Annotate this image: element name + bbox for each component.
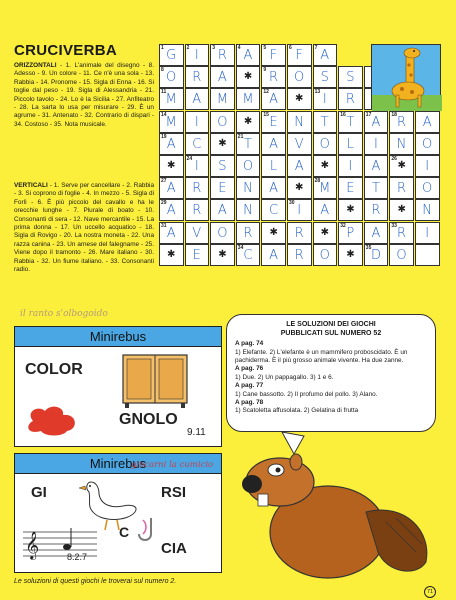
svg-text:𝄞: 𝄞 (25, 531, 40, 559)
cell-letter: A (294, 159, 304, 174)
cell-number: 2 (186, 45, 190, 51)
cell-letter: O (422, 181, 433, 197)
cell-number: 33 (391, 222, 397, 229)
rebus2-handwriting: giocarni la cumicio (131, 460, 214, 470)
cell-number: 21 (237, 133, 244, 140)
grid-cell (415, 177, 440, 199)
cell-letter: M (165, 92, 177, 108)
grid-cell (185, 111, 210, 133)
cell-letter: N (243, 181, 254, 197)
grid-cell (287, 155, 312, 177)
cell-number: 1 (161, 45, 164, 51)
cell-letter: M (216, 92, 229, 108)
black-square-marker: ✱ (320, 160, 330, 171)
grid-cell (236, 88, 261, 110)
grid-cell (287, 66, 312, 88)
grid-cell (338, 244, 363, 266)
cell-letter: A (371, 114, 381, 130)
cell-letter: R (345, 92, 356, 108)
cell-letter: I (374, 136, 379, 152)
cell-letter: N (422, 203, 433, 219)
grid-cell (313, 222, 338, 244)
grid-cell (313, 88, 338, 110)
grid-cell (287, 44, 312, 66)
cell-letter: N (396, 136, 407, 152)
cell-number: 18 (391, 111, 397, 118)
cell-letter: O (319, 247, 331, 263)
grid-cell (313, 44, 338, 66)
grid-cell (236, 111, 261, 133)
minirebus-1 (14, 326, 222, 447)
cell-letter: A (269, 136, 279, 152)
grid-cell (364, 155, 389, 177)
cell-letter: M (319, 181, 331, 197)
grid-cell (159, 222, 184, 244)
black-square-marker: ✱ (397, 160, 406, 171)
black-square-marker: ✱ (243, 115, 253, 127)
answer-text: 1) Due. 2) Un pappagallo. 3) 1 e 6. (235, 373, 334, 381)
grid-cell (313, 155, 338, 177)
black-square-marker: ✱ (295, 93, 304, 105)
grid-cell (389, 133, 414, 155)
cell-letter: V (192, 225, 202, 241)
cell-number: 28 (314, 178, 321, 185)
cell-letter: S (218, 159, 227, 174)
cell-letter: A (422, 114, 432, 130)
grid-cell (159, 66, 184, 88)
cell-letter: O (217, 225, 228, 241)
rebus1-word-top: COLOR (25, 361, 83, 378)
giraffe-illustration (371, 44, 441, 110)
cell-letter: A (166, 225, 176, 241)
grid-cell (287, 222, 312, 244)
cell-number: 30 (289, 200, 295, 207)
rebus2-letters-bottom: CIA (161, 540, 187, 557)
grid-cell (236, 133, 261, 155)
answers-title-2: PUBBLICATI SUL NUMERO 52 (280, 329, 382, 337)
grid-cell (415, 199, 440, 221)
footer-note: Le soluzioni di questi giochi le troverai sul numero 2. (14, 578, 177, 585)
grid-cell (210, 133, 235, 155)
grid-cell (261, 244, 286, 266)
vertical-text: - 1. Serve per cancellare - 2. Rabbia - 3. Si coprono di foglie - 4. In mezzo - 5. Sigla di Forlì - 6. È più piccolo del cavallo e ha le orecchie lunghe - 7. Plurale di boato - 10. Consonanti di sera - 12. Nave mercantile - 15. La prima donna - 17. Un uccello acquatico - 18. Sigla di Rovigo - 20. La nostra moneta - 22. Una razza canina - 23. Un arnese del falegname - 25. Viene dopo il tramonto - 26. Mare italiano - 30. Rabbia - 32. Un fiume italiano. - 33. Consonanti radio. (14, 182, 154, 274)
cell-letter: I (348, 159, 353, 174)
cell-number: 11 (161, 89, 167, 96)
grid-cell (185, 88, 210, 110)
black-square-marker: ✱ (346, 204, 355, 216)
grid-cell (364, 177, 389, 199)
rebus2-letter-c: C (119, 524, 130, 540)
cell-letter: A (269, 92, 279, 108)
grid-cell (389, 222, 414, 244)
grid-cell (261, 88, 286, 110)
grid-cell (236, 177, 261, 199)
grid-cell (261, 199, 286, 221)
black-square-marker: ✱ (346, 248, 355, 260)
black-square-marker: ✱ (243, 71, 253, 83)
cell-letter: O (294, 70, 305, 86)
answer-blocks (235, 340, 427, 416)
black-square-marker: ✱ (167, 248, 176, 260)
grid-cell (389, 177, 414, 199)
cell-number: 32 (340, 222, 346, 229)
cell-letter: I (425, 225, 430, 241)
grid-cell (236, 44, 261, 66)
cell-letter: O (396, 247, 407, 263)
grid-cell (338, 177, 363, 199)
answer-page-label: A pag. 77 (235, 382, 264, 390)
grid-cell (287, 88, 312, 110)
beaver-mascot (236, 432, 436, 580)
minirebus-1-title: Minirebus (15, 327, 221, 347)
cell-letter: T (371, 181, 381, 197)
cell-letter: A (320, 203, 330, 219)
answer-page-label: A pag. 78 (235, 399, 264, 407)
cell-letter: O (242, 159, 254, 174)
grid-cell (389, 155, 414, 177)
cell-number: 31 (161, 222, 167, 229)
grid-cell (185, 155, 210, 177)
cell-letter: I (322, 92, 327, 108)
cell-number: 24 (186, 156, 193, 162)
grid-cell (415, 244, 440, 266)
cell-letter: E (346, 181, 355, 197)
grid-cell (313, 66, 338, 88)
cell-letter: M (242, 92, 254, 108)
cell-letter: A (166, 181, 176, 197)
cell-number: 14 (161, 111, 167, 118)
cell-number: 26 (391, 156, 397, 162)
rebus1-handwriting: il ranto s'olbogoido (20, 309, 108, 319)
answer-page-label: A pag. 76 (235, 365, 264, 373)
cell-letter: S (346, 70, 355, 86)
cell-number: 29 (161, 200, 167, 207)
rebus1-word-bottom: GNOLO (119, 411, 178, 428)
black-square-marker: ✱ (397, 204, 406, 216)
grid-cell (415, 133, 440, 155)
answer-text: 1) Cane bassotto. 2) Il profumo del pollo. 3) Alano. (235, 390, 378, 398)
grid-cell (338, 133, 363, 155)
cell-letter: A (269, 181, 279, 197)
rebus2-letters-right: RSI (161, 484, 187, 501)
cell-number: 8 (161, 67, 164, 74)
cell-letter: A (192, 92, 202, 108)
black-square-marker: ✱ (295, 182, 304, 194)
rebus2-letters-left: GI (31, 484, 47, 501)
grid-cell (364, 133, 389, 155)
grid-cell (159, 177, 184, 199)
grid-cell (159, 199, 184, 221)
cell-letter: E (218, 181, 227, 197)
cell-letter: R (243, 225, 253, 241)
grid-cell (261, 66, 286, 88)
cell-letter: A (166, 203, 176, 219)
cell-letter: O (217, 114, 228, 130)
black-square-marker: ✱ (269, 226, 278, 238)
cell-letter: F (295, 48, 304, 63)
cell-number: 27 (161, 178, 167, 185)
answer-text: 1) Scatoletta affusolata. 2) Gelatina di frutta (235, 407, 359, 415)
cell-letter: P (346, 225, 355, 241)
cell-letter: V (294, 136, 304, 152)
grid-cell (210, 44, 235, 66)
cell-letter: F (269, 48, 278, 63)
crossword-title: CRUCIVERBA (14, 42, 118, 59)
cell-letter: M (165, 114, 177, 130)
cell-letter: A (243, 48, 253, 63)
cell-number: 13 (314, 89, 321, 96)
grid-cell (159, 88, 184, 110)
cell-number: 7 (314, 45, 318, 51)
grid-cell (287, 177, 312, 199)
grid-cell (389, 199, 414, 221)
cell-letter: A (217, 203, 227, 219)
cell-number: 9 (263, 67, 267, 74)
grid-cell (185, 44, 210, 66)
cell-letter: O (166, 70, 177, 86)
grid-cell (261, 111, 286, 133)
cell-number: 4 (237, 45, 241, 51)
grid-cell (287, 111, 312, 133)
grid-cell (338, 222, 363, 244)
cell-letter: A (320, 48, 330, 63)
grid-cell (261, 155, 286, 177)
grid-cell (287, 199, 312, 221)
grid-cell (236, 244, 261, 266)
grid-cell (287, 244, 312, 266)
cell-letter: T (346, 114, 355, 130)
grid-cell (210, 66, 235, 88)
grid-cell (338, 111, 363, 133)
grid-cell (415, 155, 440, 177)
cell-letter: L (269, 159, 278, 174)
grid-cell (287, 133, 312, 155)
grid-cell (313, 244, 338, 266)
answer-text: 1) Elefante. 2) L'elefante è un mammifero proboscidato. È un pachiderma. È il più grosso animale vivente. Ha due zanne. (235, 348, 408, 364)
hook-icon (133, 516, 163, 546)
grid-cell (159, 111, 184, 133)
cell-letter: R (217, 48, 228, 63)
cell-number: 16 (340, 111, 346, 118)
horizontal-clues (14, 62, 154, 129)
cell-letter: A (166, 136, 176, 152)
grid-cell (338, 66, 363, 88)
cell-letter: T (320, 114, 329, 130)
cell-letter: T (243, 136, 253, 152)
cell-letter: I (297, 203, 302, 219)
cell-letter: R (397, 181, 407, 197)
cell-number: 19 (161, 133, 167, 140)
cell-letter: C (243, 247, 253, 263)
minirebus-2-title: Minirebus (15, 454, 221, 474)
red-stain-icon (23, 403, 81, 437)
grid-cell (185, 199, 210, 221)
grid-cell (210, 199, 235, 221)
cell-letter: L (346, 136, 355, 152)
cell-letter: I (194, 48, 199, 63)
grid-cell (261, 222, 286, 244)
grid-cell (185, 66, 210, 88)
cell-letter: R (192, 203, 202, 219)
cell-number: 3 (212, 45, 215, 51)
answer-page-label: A pag. 74 (235, 340, 264, 348)
cell-letter: N (243, 203, 254, 219)
grid-cell (210, 155, 235, 177)
grid-cell (364, 244, 389, 266)
cell-letter: A (371, 159, 381, 174)
grid-cell (159, 155, 184, 177)
grid-cell (261, 177, 286, 199)
cell-letter: O (422, 136, 433, 152)
horizontal-text: - 1. L'animale del disegno - 8. Adesso - 9. Un colore - 11. Ce n'è una sola - 13. Rabbia - 14. Pronome - 15. Sigla di Enna - 16. Si toglie dal peso - 19. Sigla di Alessandria - 21. Piccolo tavolo - 24. Lo è la Sicilia - 27. Anfiteatro - 28. La sarta lo usa per misurare - 29. È un agrume - 31. Antenato - 32. Contrario di dispari - 34. Costoso - 35. Nota musicale. (14, 62, 154, 128)
cell-letter: R (192, 181, 202, 197)
cell-letter: R (397, 114, 407, 130)
grid-cell (313, 133, 338, 155)
vertical-label: VERTICALI (14, 182, 48, 189)
cell-letter: R (397, 225, 407, 241)
grid-cell (364, 222, 389, 244)
grid-cell (236, 66, 261, 88)
horizontal-label: ORIZZONTALI (14, 62, 57, 69)
black-square-marker: ✱ (218, 248, 227, 260)
grid-cell (313, 199, 338, 221)
grid-cell (313, 111, 338, 133)
rebus1-code: 9.11 (187, 427, 206, 438)
grid-cell (338, 88, 363, 110)
grid-cell (236, 199, 261, 221)
vertical-clues (14, 182, 154, 274)
cell-letter: R (192, 70, 202, 86)
grid-cell (185, 244, 210, 266)
cell-letter: I (194, 159, 199, 174)
cell-number: 17 (365, 111, 372, 118)
cell-number: 34 (237, 244, 244, 251)
grid-cell (338, 155, 363, 177)
grid-cell (261, 44, 286, 66)
grid-cell (236, 222, 261, 244)
cell-number: 15 (263, 111, 269, 118)
minirebus-2 (14, 453, 222, 573)
cell-letter: A (217, 70, 227, 86)
grid-cell (389, 244, 414, 266)
black-square-marker: ✱ (320, 226, 330, 238)
cell-letter: I (425, 159, 430, 174)
page-number: 71 (424, 586, 436, 598)
grid-cell (210, 177, 235, 199)
grid-cell (185, 177, 210, 199)
grid-cell (159, 44, 184, 66)
cell-letter: I (194, 114, 199, 130)
cell-letter: R (294, 247, 304, 263)
cell-letter: A (269, 247, 279, 263)
cell-number: 12 (263, 89, 269, 96)
grid-cell (261, 133, 286, 155)
answers-title-1: LE SOLUZIONI DEI GIOCHI (286, 321, 376, 328)
grid-cell (236, 155, 261, 177)
grid-cell (389, 111, 414, 133)
grid-cell (210, 88, 235, 110)
grid-cell (210, 111, 235, 133)
grid-cell (415, 222, 440, 244)
grid-cell (159, 244, 184, 266)
grid-cell (313, 177, 338, 199)
grid-cell (159, 133, 184, 155)
cell-number: 35 (365, 244, 372, 251)
cell-letter: S (320, 70, 330, 86)
cell-letter: A (371, 225, 381, 241)
cell-number: 6 (289, 45, 292, 51)
cell-letter: G (166, 48, 177, 63)
cell-letter: R (371, 203, 381, 219)
grid-cell (364, 111, 389, 133)
grid-cell (185, 222, 210, 244)
cell-letter: R (269, 70, 279, 86)
grid-cell (210, 222, 235, 244)
cell-letter: D (370, 247, 382, 263)
black-square-marker: ✱ (167, 160, 176, 171)
grid-cell (364, 199, 389, 221)
cell-letter: N (294, 114, 305, 130)
cell-letter: E (192, 247, 202, 263)
grid-cell (415, 111, 440, 133)
rebus2-code: 8.2.7 (67, 552, 88, 562)
black-square-marker: ✱ (218, 137, 227, 149)
cell-letter: C (192, 136, 202, 152)
cell-letter: C (269, 203, 279, 219)
cell-number: 5 (263, 45, 267, 51)
wardrobe-icon (119, 353, 191, 409)
grid-cell (210, 244, 235, 266)
answers-speech-bubble (226, 314, 436, 432)
cell-letter: E (269, 114, 278, 130)
grid-cell (338, 199, 363, 221)
cell-letter: R (294, 225, 304, 241)
grid-cell (185, 133, 210, 155)
cell-letter: O (319, 136, 331, 152)
